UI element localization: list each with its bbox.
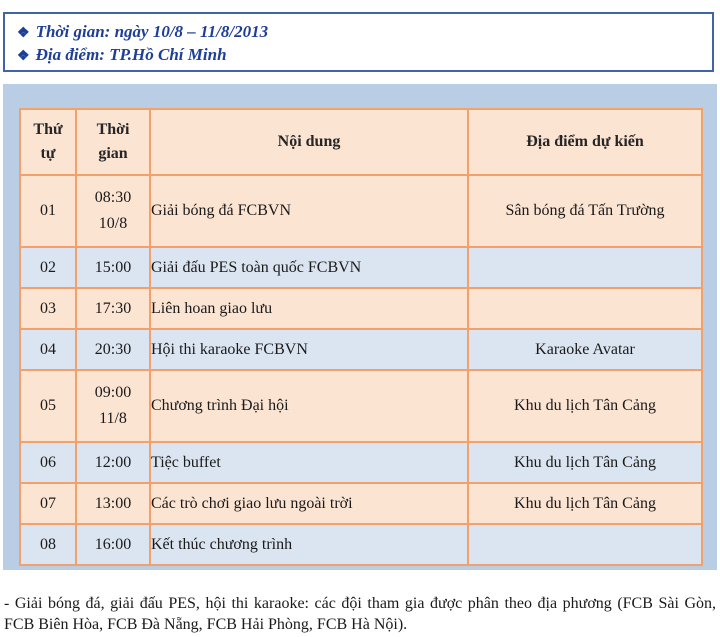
row-content: Tiệc buffet <box>150 442 468 483</box>
table-header-row <box>20 109 702 175</box>
row-time-hour: 08:30 <box>94 189 132 206</box>
table-row <box>20 370 702 442</box>
row-number: 08 <box>20 524 76 565</box>
row-content: Hội thi karaoke FCBVN <box>150 329 468 370</box>
row-place: Khu du lịch Tân Cảng <box>468 442 702 483</box>
time-line <box>17 22 268 42</box>
row-time <box>76 370 150 442</box>
row-number: 06 <box>20 442 76 483</box>
row-time-hour: 15:00 <box>94 258 132 276</box>
row-place: Karaoke Avatar <box>468 329 702 370</box>
row-place: Khu du lịch Tân Cảng <box>468 483 702 524</box>
row-time <box>76 175 150 247</box>
row-time <box>76 288 150 329</box>
row-time <box>76 524 150 565</box>
row-place <box>468 524 702 565</box>
row-number: 05 <box>20 370 76 442</box>
row-number: 01 <box>20 175 76 247</box>
table-row <box>20 288 702 329</box>
col-header-order-line2: tự <box>40 145 56 162</box>
row-time-hour: 20:30 <box>94 340 132 358</box>
row-number: 04 <box>20 329 76 370</box>
col-header-order-line1: Thứ <box>33 121 63 138</box>
col-header-time <box>76 109 150 175</box>
schedule-table <box>19 108 703 566</box>
diamond-bullet-icon: ❖ <box>17 49 30 64</box>
row-content: Các trò chơi giao lưu ngoài trời <box>150 483 468 524</box>
row-time-date: 10/8 <box>98 215 128 232</box>
row-number: 02 <box>20 247 76 288</box>
row-content: Chương trình Đại hội <box>150 370 468 442</box>
time-text: Thời gian: ngày 10/8 – 11/8/2013 <box>35 22 269 41</box>
col-header-content: Nội dung <box>150 109 468 175</box>
row-time <box>76 483 150 524</box>
row-time-hour: 17:30 <box>94 299 132 317</box>
row-time-hour: 09:00 <box>94 384 132 401</box>
table-row <box>20 483 702 524</box>
row-time-date: 11/8 <box>99 410 127 427</box>
row-time-hour: 12:00 <box>94 453 132 471</box>
row-time <box>76 329 150 370</box>
row-content: Giải đấu PES toàn quốc FCBVN <box>150 247 468 288</box>
schedule-panel <box>3 84 717 570</box>
row-place <box>468 288 702 329</box>
row-content: Kết thúc chương trình <box>150 524 468 565</box>
row-time <box>76 247 150 288</box>
diamond-bullet-icon: ❖ <box>17 26 30 41</box>
row-place: Sân bóng đá Tấn Trường <box>468 175 702 247</box>
row-content: Liên hoan giao lưu <box>150 288 468 329</box>
row-number: 03 <box>20 288 76 329</box>
row-place: Khu du lịch Tân Cảng <box>468 370 702 442</box>
row-content: Giải bóng đá FCBVN <box>150 175 468 247</box>
col-header-time-line1: Thời <box>96 121 130 138</box>
table-row <box>20 329 702 370</box>
row-number: 07 <box>20 483 76 524</box>
col-header-place: Địa điểm dự kiến <box>468 109 702 175</box>
schedule-body <box>20 175 702 565</box>
place-text: Địa điểm: TP.Hồ Chí Minh <box>35 45 227 64</box>
row-time-hour: 16:00 <box>94 535 132 553</box>
row-place <box>468 247 702 288</box>
row-time-hour: 13:00 <box>94 494 132 512</box>
table-row <box>20 524 702 565</box>
row-time <box>76 442 150 483</box>
col-header-order <box>20 109 76 175</box>
col-header-time-line2: gian <box>98 145 128 162</box>
table-row <box>20 175 702 247</box>
place-line <box>17 45 227 65</box>
event-info-box <box>3 12 714 72</box>
table-row <box>20 442 702 483</box>
footnote: - Giải bóng đá, giải đấu PES, hội thi karaoke: các đội tham gia được phân theo địa phương (FCB Sài Gòn, FCB Biên Hòa, FCB Đà Nẵng, FCB Hải Phòng, FCB Hà Nội). <box>4 595 716 633</box>
table-row <box>20 247 702 288</box>
